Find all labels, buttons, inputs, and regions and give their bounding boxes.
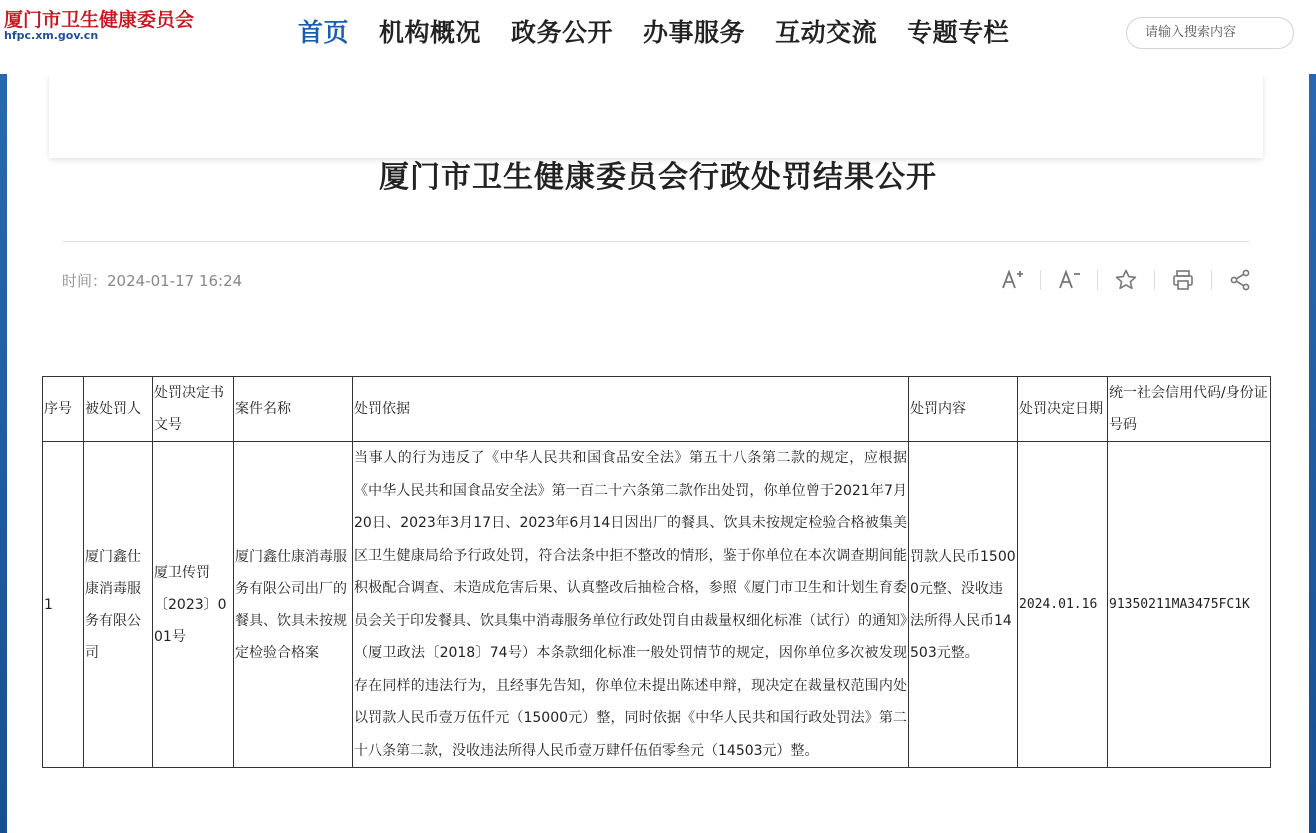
header-cell: 统一社会信用代码/身份证号码 bbox=[1108, 377, 1271, 442]
penalized-party: 厦门鑫仕康消毒服务有限公司 bbox=[84, 442, 153, 768]
search-input[interactable]: 请输入搜索内容 bbox=[1126, 17, 1294, 49]
toolbar-separator bbox=[1211, 270, 1212, 290]
credit-code: 91350211MA3475FC1K bbox=[1108, 442, 1271, 768]
toolbar-separator bbox=[1097, 270, 1098, 290]
previous-card bbox=[49, 74, 1263, 158]
row-number: 1 bbox=[43, 442, 84, 768]
site-logo-url: hfpc.xm.gov.cn bbox=[4, 29, 99, 42]
nav-organization[interactable]: 机构概况 bbox=[379, 18, 482, 47]
header-cell: 处罚决定日期 bbox=[1018, 377, 1108, 442]
penalty-table bbox=[42, 376, 1271, 768]
case-name: 厦门鑫仕康消毒服务有限公司出厂的餐具、饮具未按规定检验合格案 bbox=[234, 442, 353, 768]
penalty-basis: 当事人的行为违反了《中华人民共和国食品安全法》第五十八条第二款的规定，应根据《中华人民共和国食品安全法》第一百二十六条第二款作出处罚，你单位曾于2021年7月20日、2023年3月17日、2023年6月14日因出厂的餐具、饮具未按规定检验合格被集美区卫生健康局给予行政处罚，符合法条中拒不整改的情形，鉴于你单位在本次调查期间能积极配合调查、未造成危害后果、认真整改后抽检合格，参照《厦门市卫生和计划生育委员会关于印发餐具、饮具集中消毒服务单位行政处罚自由裁量权细化标准（试行）的通知》（厦卫政法〔2018〕74号）本条款细化标准一般处罚情节的规定，因你单位多次被发现存在同样的违法行为，且经事先告知，你单位未提出陈述申辩，现决定在裁量权范围内处以罚款人民币壹万伍仟元（15000元）整，同时依据《中华人民共和国行政处罚法》第二十八条第二款，没收违法所得人民币壹万肆仟伍佰零叁元（14503元）整。 bbox=[353, 442, 909, 768]
share-icon[interactable] bbox=[1228, 266, 1252, 294]
nav-services[interactable]: 办事服务 bbox=[643, 18, 746, 47]
page-title: 厦门市卫生健康委员会行政处罚结果公开 bbox=[379, 160, 937, 195]
header-cell: 处罚依据 bbox=[353, 377, 909, 442]
header-cell: 处罚决定书文号 bbox=[153, 377, 234, 442]
header-cell: 被处罚人 bbox=[84, 377, 153, 442]
nav-interaction[interactable]: 互动交流 bbox=[775, 18, 878, 47]
print-icon[interactable] bbox=[1171, 266, 1195, 294]
font-decrease-icon[interactable] bbox=[1057, 266, 1081, 294]
toolbar-separator bbox=[1154, 270, 1155, 290]
table-header-row bbox=[43, 377, 1271, 442]
penalty-content: 罚款人民币15000元整、没收违法所得人民币14503元整。 bbox=[909, 442, 1018, 768]
site-logo[interactable]: 厦门市卫生健康委员会 bbox=[4, 9, 195, 31]
title-divider bbox=[62, 241, 1250, 242]
site-header bbox=[0, 0, 1316, 74]
main-nav bbox=[298, 14, 1039, 52]
table-row bbox=[43, 442, 1271, 768]
decision-doc-number: 厦卫传罚〔2023〕001号 bbox=[153, 442, 234, 768]
nav-government-affairs[interactable]: 政务公开 bbox=[511, 18, 614, 47]
article-toolbar bbox=[1000, 266, 1252, 294]
header-cell: 案件名称 bbox=[234, 377, 353, 442]
nav-home[interactable]: 首页 bbox=[298, 18, 350, 47]
nav-special-topics[interactable]: 专题专栏 bbox=[907, 18, 1010, 47]
decision-date: 2024.01.16 bbox=[1018, 442, 1108, 768]
header-cell: 处罚内容 bbox=[909, 377, 1018, 442]
font-increase-icon[interactable] bbox=[1000, 266, 1024, 294]
toolbar-separator bbox=[1040, 270, 1041, 290]
star-icon[interactable] bbox=[1114, 266, 1138, 294]
publish-time: 时间：2024-01-17 16:24 bbox=[62, 272, 243, 290]
header-cell: 序号 bbox=[43, 377, 84, 442]
